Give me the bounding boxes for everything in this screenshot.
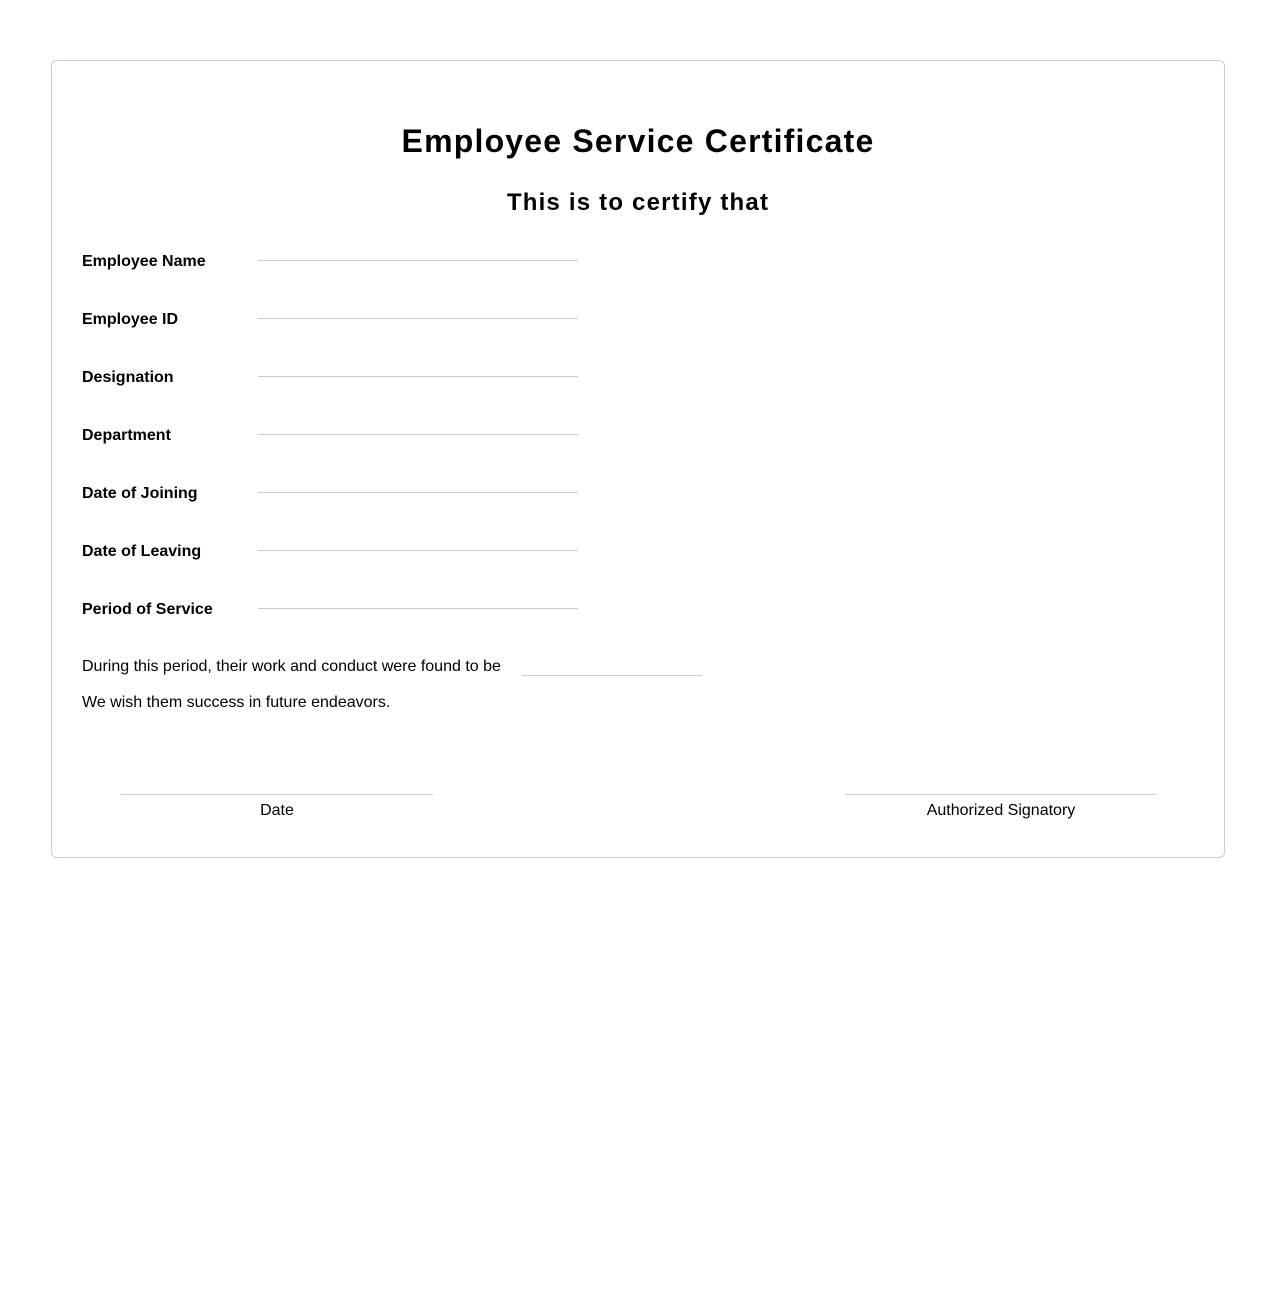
authorized-signatory-block	[845, 794, 1157, 821]
certificate-title: Employee Service Certificate	[401, 123, 875, 159]
field-employee-id	[82, 310, 682, 340]
designation-input[interactable]	[258, 376, 578, 377]
department-input[interactable]	[258, 434, 578, 435]
signatory-label: Authorized Signatory	[926, 802, 1076, 819]
field-label: Employee Name	[82, 253, 206, 270]
field-designation	[82, 368, 682, 398]
date-of-joining-input[interactable]	[258, 492, 578, 493]
field-date-of-leaving	[82, 542, 682, 572]
signatory-signature-line[interactable]	[845, 794, 1157, 795]
certificate-subtitle: This is to certify that	[506, 189, 770, 216]
field-label: Designation	[82, 369, 174, 386]
field-period-of-service	[82, 600, 682, 630]
field-label: Period of Service	[82, 601, 213, 618]
period-of-service-input[interactable]	[258, 608, 578, 609]
conduct-sentence: During this period, their work and conduct were found to be	[82, 658, 501, 675]
date-signature-line[interactable]	[121, 794, 433, 795]
conduct-input[interactable]	[522, 675, 702, 676]
field-employee-name	[82, 252, 682, 282]
field-label: Department	[82, 427, 171, 444]
field-department	[82, 426, 682, 456]
employee-id-input[interactable]	[258, 318, 578, 319]
field-date-of-joining	[82, 484, 682, 514]
field-label: Date of Leaving	[82, 543, 202, 560]
certificate-card	[51, 60, 1225, 858]
employee-name-input[interactable]	[258, 260, 578, 261]
closing-text: We wish them success in future endeavors.	[82, 694, 391, 711]
field-label: Date of Joining	[82, 485, 198, 502]
field-label: Employee ID	[82, 311, 179, 328]
date-signature-block	[121, 794, 433, 821]
date-of-leaving-input[interactable]	[258, 550, 578, 551]
date-label: Date	[260, 802, 294, 819]
